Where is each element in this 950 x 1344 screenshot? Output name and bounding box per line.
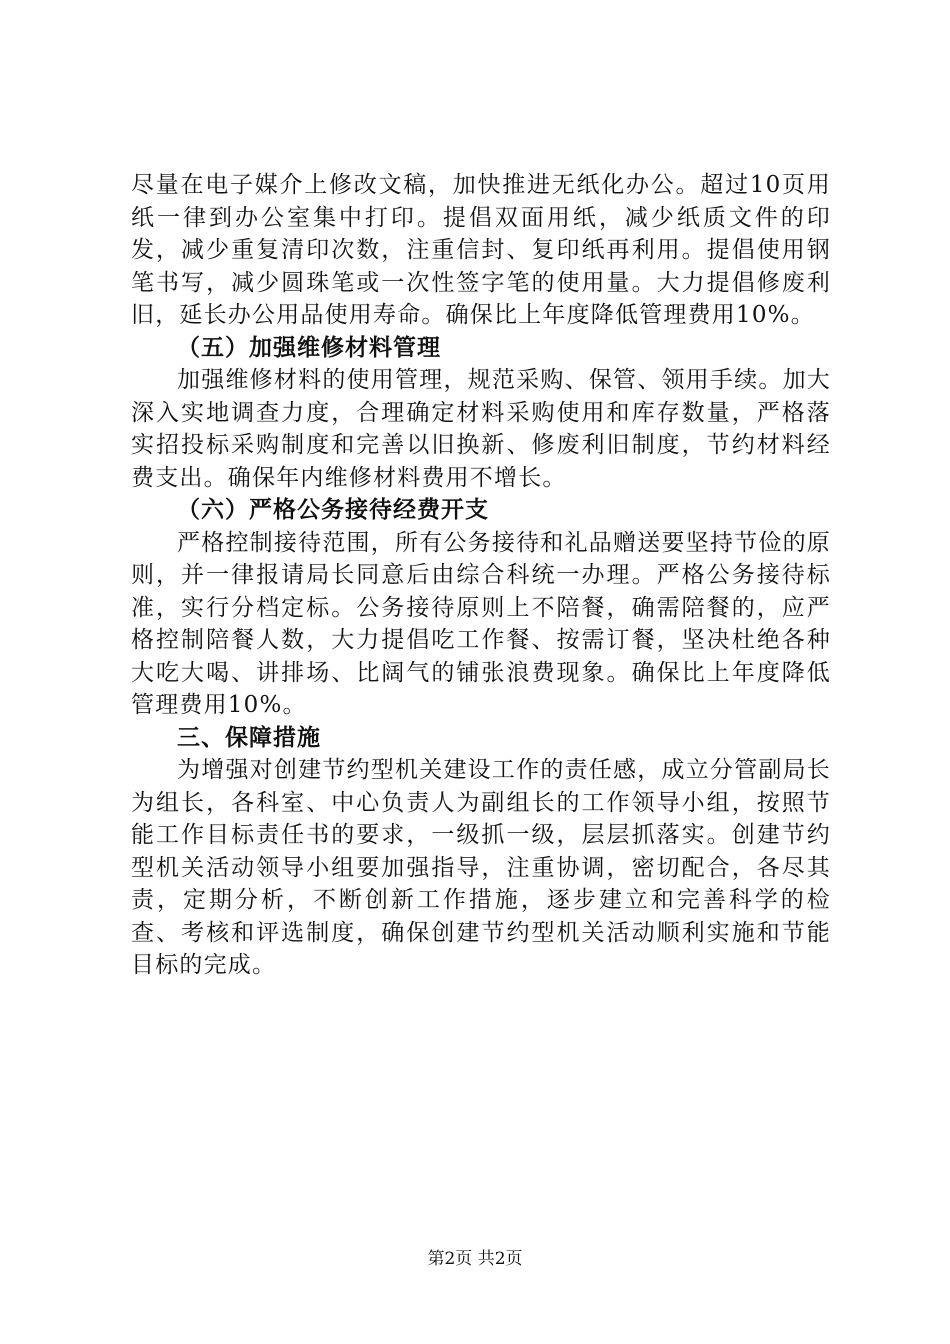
heading-safeguard-measures: 三、保障措施: [177, 724, 321, 751]
paragraph-safeguard-measures: 为增强对创建节约型机关建设工作的责任感，成立分管副局长为组长，各科室、中心负责人为副组长的工作领导小组，按照节能工作目标责任书的要求，一级抓一级，层层抓落实。创建节约型机关活动领导小组要加强指导，注重协调，密切配合，各尽其责，定期分析，不断创新工作措施，逐步建立和完善科学的检查、考核和评选制度，确保创建节约型机关活动顺利实施和节能目标的完成。: [131, 757, 831, 978]
page-footer: 第2页 共2页: [427, 1249, 523, 1269]
paragraph-maintenance-materials: 加强维修材料的使用管理，规范采购、保管、领用手续。加大深入实地调查力度，合理确定材料采购使用和库存数量，严格落实招投标采购制度和完善以旧换新、修废利旧制度，节约材料经费支出。确保年内维修材料费用不增长。: [131, 367, 831, 491]
document-body: [131, 169, 831, 982]
heading-reception-expenses: （六）严格公务接待经费开支: [177, 497, 489, 523]
heading-maintenance-materials: （五）加强维修材料管理: [177, 334, 441, 361]
paragraph-office-paper: 尽量在电子媒介上修改文稿，加快推进无纸化办公。超过10页用纸一律到办公室集中打印。提倡双面用纸，减少纸质文件的印发，减少重复清印次数，注重信封、复印纸再利用。提倡使用钢笔书写，减少圆珠笔或一次性签字笔的使用量。大力提倡修废利旧，延长办公用品使用寿命。确保比上年度降低管理费用10%。: [131, 172, 831, 328]
paragraph-reception-expenses: 严格控制接待范围，所有公务接待和礼品赠送要坚持节俭的原则，并一律报请局长同意后由综合科统一办理。严格公务接待标准，实行分档定标。公务接待原则上不陪餐，确需陪餐的，应严格控制陪餐人数，大力提倡吃工作餐、按需订餐，坚决杜绝各种大吃大喝、讲排场、比阔气的铺张浪费现象。确保比上年度降低管理费用10%。: [131, 529, 831, 718]
